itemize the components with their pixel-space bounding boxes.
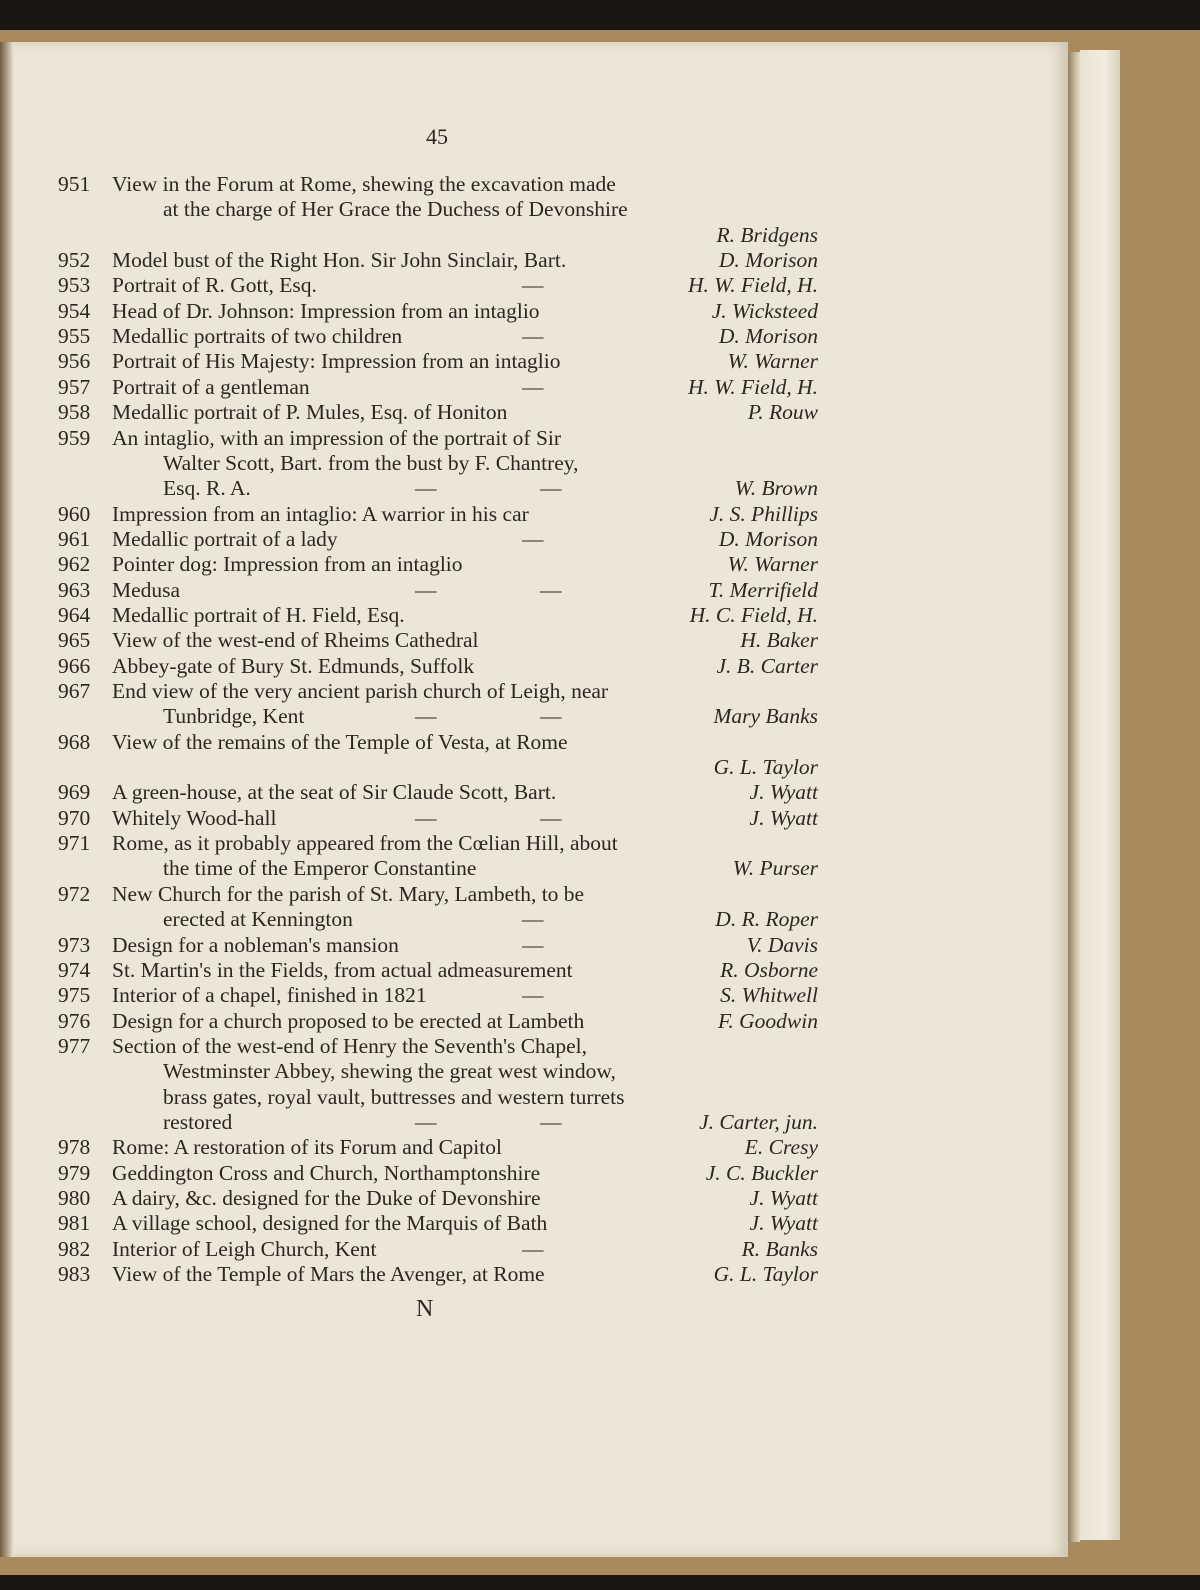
entry-number: 974 xyxy=(58,957,91,982)
entry-artist: J. S. Phillips xyxy=(709,501,818,526)
entry-title-continued: the time of the Emperor Constantine xyxy=(163,856,477,881)
entry-title: Section of the west-end of Henry the Seventh's Chapel, xyxy=(112,1033,587,1058)
entry-number: 966 xyxy=(58,653,91,678)
entry-artist: J. B. Carter xyxy=(716,653,818,678)
leader-dash: — xyxy=(540,476,562,501)
entry-number: 971 xyxy=(58,831,91,856)
entry-number: 982 xyxy=(58,1236,91,1261)
entry-title: A dairy, &c. designed for the Duke of Devonshire xyxy=(112,1186,541,1210)
entry-line xyxy=(0,679,1200,703)
entry-artist: F. Goodwin xyxy=(718,1008,818,1033)
entry-number: 970 xyxy=(58,805,91,830)
entry-number: 977 xyxy=(58,1033,91,1058)
entry-title-continued: erected at Kennington xyxy=(163,907,353,932)
leader-dash: — xyxy=(415,1109,437,1134)
leader-dash: — xyxy=(540,1109,562,1134)
leader-dash: — xyxy=(540,805,562,830)
entry-line xyxy=(0,502,1200,526)
entry-line xyxy=(0,730,1200,754)
entry-line xyxy=(0,933,1200,957)
entry-artist: H. W. Field, H. xyxy=(688,374,818,399)
entry-line xyxy=(0,654,1200,678)
entry-title: Portrait of a gentleman xyxy=(112,374,310,399)
leader-dash: — xyxy=(415,476,437,501)
entry-number: 979 xyxy=(58,1160,91,1185)
entry-number: 957 xyxy=(58,374,91,399)
entry-line xyxy=(0,248,1200,272)
entry-line xyxy=(0,603,1200,627)
entry-title-continued: Tunbridge, Kent xyxy=(163,704,305,729)
entry-artist: G. L. Taylor xyxy=(713,755,818,780)
entry-line xyxy=(0,1161,1200,1185)
entry-artist: R. Banks xyxy=(741,1236,818,1261)
entry-title: Head of Dr. Johnson: Impression from an intaglio xyxy=(112,298,540,323)
entry-line xyxy=(0,400,1200,424)
entry-line xyxy=(0,1009,1200,1033)
entry-number: 980 xyxy=(58,1186,91,1210)
entry-title: Medallic portraits of two children xyxy=(112,324,403,349)
entry-title: View of the west-end of Rheims Cathedral xyxy=(112,628,479,653)
entry-artist: P. Rouw xyxy=(747,400,818,425)
entry-line xyxy=(0,831,1200,855)
entry-line xyxy=(0,1186,1200,1210)
entry-line xyxy=(0,1237,1200,1261)
entry-artist: G. L. Taylor xyxy=(713,1262,818,1287)
entry-line xyxy=(0,1211,1200,1235)
entry-title: Portrait of R. Gott, Esq. xyxy=(112,273,317,298)
entry-title: Interior of a chapel, finished in 1821 xyxy=(112,983,427,1008)
entry-number: 968 xyxy=(58,729,91,754)
entry-number: 976 xyxy=(58,1008,91,1033)
entry-title: Medusa xyxy=(112,577,181,602)
entry-number: 975 xyxy=(58,983,91,1008)
entry-artist: T. Merrifield xyxy=(708,577,818,602)
entry-line xyxy=(0,324,1200,348)
entry-artist: V. Davis xyxy=(746,932,818,957)
entry-artist: D. Morison xyxy=(718,324,818,349)
entry-line xyxy=(0,958,1200,982)
entry-artist: J. C. Buckler xyxy=(705,1160,818,1185)
entry-number: 961 xyxy=(58,526,91,551)
entry-title: Geddington Cross and Church, Northamptonshire xyxy=(112,1160,541,1185)
entry-title: Rome, as it probably appeared from the Cœlian Hill, about xyxy=(112,831,618,856)
entry-line xyxy=(0,856,1200,880)
entry-title: Impression from an intaglio: A warrior in his car xyxy=(112,501,529,526)
entry-title-continued: Esq. R. A. xyxy=(163,476,251,501)
entry-title-continued: brass gates, royal vault, buttresses and western turrets xyxy=(163,1084,625,1109)
entry-number: 972 xyxy=(58,881,91,906)
leader-dash: — xyxy=(522,932,544,957)
entry-artist: W. Purser xyxy=(732,856,818,881)
entry-title: Model bust of the Right Hon. Sir John Sinclair, Bart. xyxy=(112,248,567,273)
leader-dash: — xyxy=(522,526,544,551)
entry-number: 959 xyxy=(58,425,91,450)
entry-title: Interior of Leigh Church, Kent xyxy=(112,1236,377,1261)
entry-number: 981 xyxy=(58,1211,91,1236)
entry-number: 962 xyxy=(58,552,91,577)
entry-number: 978 xyxy=(58,1135,91,1160)
entry-number: 964 xyxy=(58,602,91,627)
entry-artist: E. Cresy xyxy=(744,1135,818,1160)
entry-number: 967 xyxy=(58,679,91,703)
entry-title: Medallic portrait of a lady xyxy=(112,526,338,551)
page-number: 45 xyxy=(426,124,448,149)
entry-artist: D. Morison xyxy=(718,526,818,551)
leader-dash: — xyxy=(522,1236,544,1261)
entry-title: View of the Temple of Mars the Avenger, at Rome xyxy=(112,1262,545,1287)
entry-title-continued: Walter Scott, Bart. from the bust by F. Chantrey, xyxy=(163,450,579,475)
entry-line xyxy=(0,628,1200,652)
entry-artist: J. Carter, jun. xyxy=(699,1109,818,1134)
entry-line xyxy=(0,1135,1200,1159)
signature-mark: N xyxy=(416,1296,434,1322)
entry-number: 960 xyxy=(58,501,91,526)
entry-title: Abbey-gate of Bury St. Edmunds, Suffolk xyxy=(112,653,475,678)
entry-line xyxy=(0,983,1200,1007)
entry-title: Design for a church proposed to be erected at Lambeth xyxy=(112,1008,585,1033)
entry-line xyxy=(0,1059,1200,1083)
entry-line xyxy=(0,349,1200,373)
entry-title-continued: Westminster Abbey, shewing the great west window, xyxy=(163,1059,616,1084)
entry-number: 963 xyxy=(58,577,91,602)
leader-dash: — xyxy=(540,704,562,729)
entry-artist: W. Warner xyxy=(727,552,818,577)
entry-artist: W. Brown xyxy=(734,476,818,501)
entry-line xyxy=(0,197,1200,221)
entry-line xyxy=(0,451,1200,475)
entry-title: View of the remains of the Temple of Vesta, at Rome xyxy=(112,729,568,754)
leader-dash: — xyxy=(522,907,544,932)
entry-line xyxy=(0,552,1200,576)
entry-artist: J. Wyatt xyxy=(749,1211,818,1236)
entry-line xyxy=(0,527,1200,551)
entry-line xyxy=(0,223,1200,247)
entry-number: 973 xyxy=(58,932,91,957)
entry-artist: R. Osborne xyxy=(720,957,818,982)
entry-title: St. Martin's in the Fields, from actual admeasurement xyxy=(112,957,573,982)
entry-number: 955 xyxy=(58,324,91,349)
entry-line xyxy=(0,806,1200,830)
entry-line xyxy=(0,1262,1200,1286)
entry-line xyxy=(0,578,1200,602)
entry-line xyxy=(0,1034,1200,1058)
entry-artist: R. Bridgens xyxy=(716,222,818,247)
entry-number: 951 xyxy=(58,172,91,196)
leader-dash: — xyxy=(415,577,437,602)
leader-dash: — xyxy=(522,324,544,349)
entry-title: New Church for the parish of St. Mary, Lambeth, to be xyxy=(112,881,585,906)
entry-title: Medallic portrait of H. Field, Esq. xyxy=(112,602,405,627)
entry-title: Medallic portrait of P. Mules, Esq. of Honiton xyxy=(112,400,508,425)
entry-title-continued: restored xyxy=(163,1109,233,1134)
entry-title: A village school, designed for the Marquis of Bath xyxy=(112,1211,548,1236)
entry-artist: H. Baker xyxy=(740,628,818,653)
leader-dash: — xyxy=(415,805,437,830)
leader-dash: — xyxy=(522,983,544,1008)
entry-number: 983 xyxy=(58,1262,91,1287)
entry-line xyxy=(0,1085,1200,1109)
leader-dash: — xyxy=(540,577,562,602)
entry-line xyxy=(0,755,1200,779)
entry-artist: Mary Banks xyxy=(713,704,818,729)
entry-line xyxy=(0,476,1200,500)
entry-line xyxy=(0,426,1200,450)
leader-dash: — xyxy=(522,273,544,298)
leader-dash: — xyxy=(522,374,544,399)
entry-number: 956 xyxy=(58,349,91,374)
entry-title-continued: at the charge of Her Grace the Duchess of Devonshire xyxy=(163,197,628,222)
entry-artist: S. Whitwell xyxy=(720,983,818,1008)
entry-artist: J. Wicksteed xyxy=(711,298,818,323)
entry-title: Portrait of His Majesty: Impression from an intaglio xyxy=(112,349,561,374)
entry-title: Design for a nobleman's mansion xyxy=(112,932,399,957)
entry-title: Pointer dog: Impression from an intaglio xyxy=(112,552,463,577)
entry-title: Whitely Wood-hall xyxy=(112,805,277,830)
entry-title: Rome: A restoration of its Forum and Capitol xyxy=(112,1135,502,1160)
entry-artist: W. Warner xyxy=(727,349,818,374)
entry-artist: D. R. Roper xyxy=(715,907,818,932)
entry-title: End view of the very ancient parish church of Leigh, near xyxy=(112,679,609,703)
entry-artist: J. Wyatt xyxy=(749,1186,818,1210)
entry-line xyxy=(0,882,1200,906)
entry-artist: J. Wyatt xyxy=(749,805,818,830)
entry-line xyxy=(0,780,1200,804)
entry-line xyxy=(0,704,1200,728)
entry-number: 958 xyxy=(58,400,91,425)
leader-dash: — xyxy=(415,704,437,729)
entry-artist: D. Morison xyxy=(718,248,818,273)
entry-artist: H. W. Field, H. xyxy=(688,273,818,298)
entry-artist: J. Wyatt xyxy=(749,780,818,805)
entry-line xyxy=(0,299,1200,323)
entry-title: An intaglio, with an impression of the portrait of Sir xyxy=(112,425,562,450)
entry-title: View in the Forum at Rome, shewing the excavation made xyxy=(112,172,616,196)
entry-line xyxy=(0,907,1200,931)
entry-title: A green-house, at the seat of Sir Claude Scott, Bart. xyxy=(112,780,557,805)
entry-number: 953 xyxy=(58,273,91,298)
entry-line xyxy=(0,273,1200,297)
entry-line xyxy=(0,375,1200,399)
entry-line xyxy=(0,172,1200,196)
entry-number: 952 xyxy=(58,248,91,273)
entry-number: 965 xyxy=(58,628,91,653)
entry-line xyxy=(0,1110,1200,1134)
entry-number: 969 xyxy=(58,780,91,805)
entry-number: 954 xyxy=(58,298,91,323)
entry-artist: H. C. Field, H. xyxy=(689,602,818,627)
